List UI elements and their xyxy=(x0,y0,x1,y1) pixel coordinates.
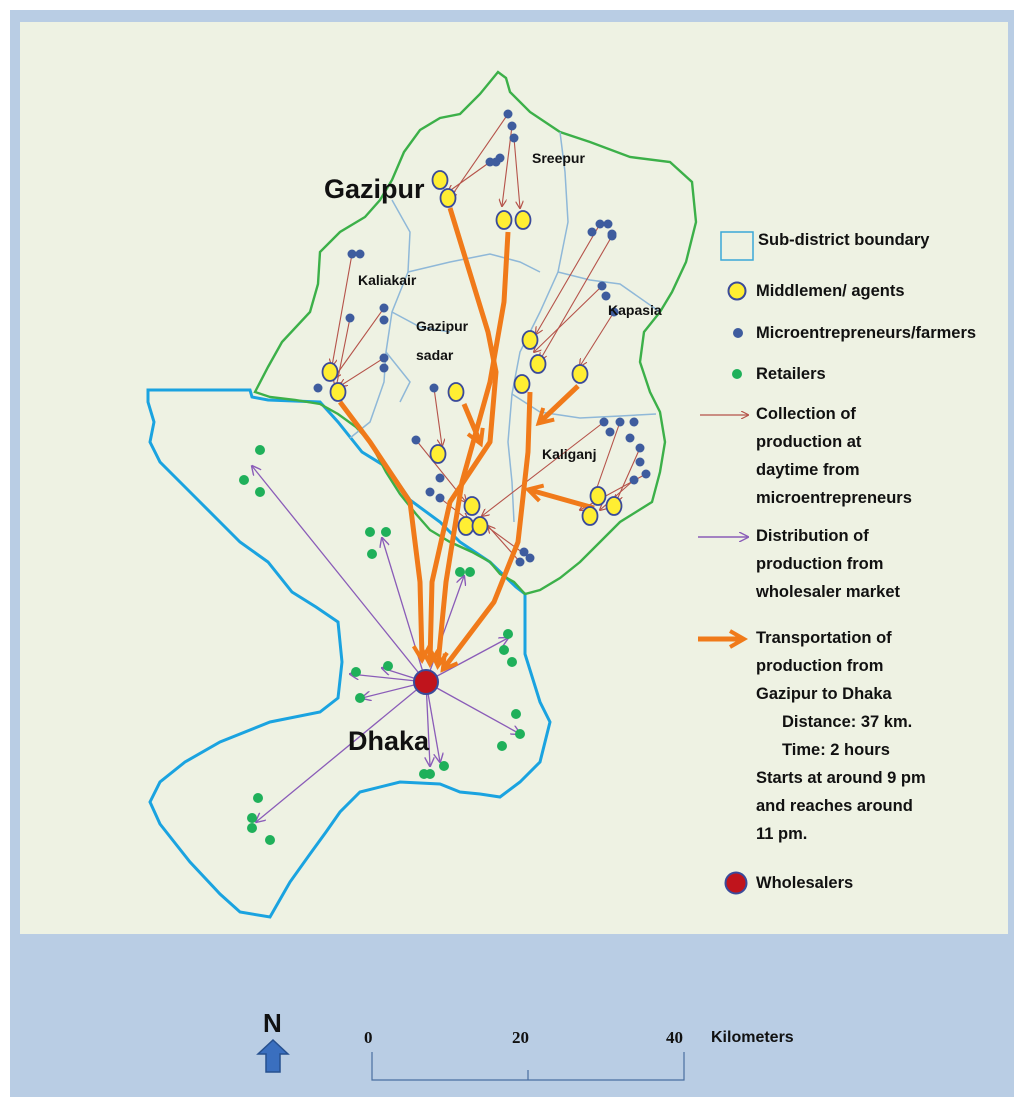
middlemen-marker xyxy=(573,365,588,383)
collection-arrow xyxy=(334,308,384,378)
middlemen-marker xyxy=(497,211,512,229)
legend-item-wholesalers xyxy=(756,869,853,897)
farmer-dot xyxy=(314,384,323,393)
middlemen-layer xyxy=(323,171,622,535)
retailer-dot xyxy=(383,661,393,671)
transport-schedule: Starts at around 9 pm and reaches around 11 pm. xyxy=(756,769,926,843)
collection-arrow xyxy=(336,318,350,388)
farmer-dot xyxy=(436,494,445,503)
farmer-dot xyxy=(606,428,615,437)
scale-unit: Kilometers xyxy=(711,1029,794,1046)
retailer-dot xyxy=(239,475,249,485)
retailer-dot xyxy=(365,527,375,537)
farmer-dot xyxy=(588,228,597,237)
legend-label: Transportation of production from Gazipur to Dhaka xyxy=(756,629,892,703)
farmer-dot xyxy=(600,418,609,427)
middlemen-marker xyxy=(591,487,606,505)
legend-square-outline-icon xyxy=(721,232,753,260)
farmer-dot xyxy=(526,554,535,563)
north-label: N xyxy=(263,1008,282,1038)
collection-arrow xyxy=(540,236,612,360)
retailer-dot xyxy=(381,527,391,537)
middlemen-marker xyxy=(531,355,546,373)
middlemen-marker xyxy=(459,517,474,535)
legend-red-circle-icon xyxy=(726,873,747,894)
farmer-dot xyxy=(426,488,435,497)
legend-item-subdistrict-boundary xyxy=(758,226,929,254)
scale-bar xyxy=(370,1050,690,1084)
legend-label: Middlemen/ agents xyxy=(756,282,905,300)
farmer-dot xyxy=(356,250,365,259)
middlemen-marker xyxy=(433,171,448,189)
farmer-dot xyxy=(636,444,645,453)
distribution-arrow xyxy=(426,682,520,734)
legend-green-dot-icon xyxy=(732,369,742,379)
farmer-dot xyxy=(630,418,639,427)
farmer-dot xyxy=(516,558,525,567)
scale-tick-0: 0 xyxy=(364,1028,373,1047)
farmer-dot xyxy=(436,474,445,483)
middlemen-marker xyxy=(449,383,464,401)
farmer-dot xyxy=(504,110,513,119)
legend-item-transportation xyxy=(756,624,926,848)
retailer-dot xyxy=(351,667,361,677)
retailer-dot xyxy=(355,693,365,703)
collection-arrow xyxy=(616,448,640,502)
middlemen-marker xyxy=(323,363,338,381)
middlemen-marker xyxy=(473,517,488,535)
farmer-dot xyxy=(598,282,607,291)
farmer-dot xyxy=(608,230,617,239)
retailer-dot xyxy=(455,567,465,577)
retailer-dot xyxy=(247,823,257,833)
retailer-dot xyxy=(497,741,507,751)
retailer-dot xyxy=(503,629,513,639)
retailer-dot xyxy=(511,709,521,719)
retailer-dot xyxy=(255,487,265,497)
farmer-dot xyxy=(380,354,389,363)
retailer-dot xyxy=(425,769,435,779)
legend-label: Wholesalers xyxy=(756,874,854,892)
farmer-dot xyxy=(596,220,605,229)
wholesaler-marker xyxy=(414,670,438,694)
transport-time: Time: 2 hours xyxy=(782,741,890,759)
retailer-dot xyxy=(499,645,509,655)
legend-item-farmers xyxy=(756,319,976,347)
retailer-dot xyxy=(255,445,265,455)
retailer-dot xyxy=(253,793,263,803)
map-panel xyxy=(20,22,1008,934)
farmer-dot xyxy=(602,292,611,301)
collection-arrow xyxy=(448,162,490,192)
retailer-dot xyxy=(515,729,525,739)
middlemen-marker xyxy=(516,211,531,229)
retailer-dot xyxy=(247,813,257,823)
middlemen-marker xyxy=(431,445,446,463)
legend-item-distribution xyxy=(756,522,900,606)
transportation-arrow xyxy=(530,490,594,508)
legend-label: Retailers xyxy=(756,365,826,383)
middlemen-marker xyxy=(607,497,622,515)
scale-tick-40: 40 xyxy=(666,1028,683,1047)
middlemen-marker xyxy=(515,375,530,393)
legend-label: Distribution of production from wholesaler market xyxy=(756,527,900,601)
middlemen-marker xyxy=(465,497,480,515)
farmer-dot xyxy=(380,364,389,373)
collection-arrow xyxy=(536,224,600,334)
legend-label: Collection of production at daytime from microentrepreneurs xyxy=(756,405,912,507)
farmer-dot xyxy=(380,316,389,325)
farmer-dot xyxy=(508,122,517,131)
farmer-dot xyxy=(348,250,357,259)
collection-arrow xyxy=(580,312,614,366)
farmer-dot xyxy=(510,134,519,143)
farmer-dot xyxy=(346,314,355,323)
collection-arrow xyxy=(332,254,352,366)
farmer-dot xyxy=(636,458,645,467)
collection-arrow xyxy=(340,358,384,386)
collection-arrow xyxy=(514,138,520,208)
legend-blue-dot-icon xyxy=(733,328,743,338)
farmer-dot xyxy=(380,304,389,313)
collection-arrow xyxy=(434,388,442,446)
dhaka-label: Dhaka xyxy=(348,726,430,756)
middlemen-marker xyxy=(441,189,456,207)
farmer-dot xyxy=(630,476,639,485)
subdistrict-label-kaliganj: Kaliganj xyxy=(542,446,597,462)
retailer-dot xyxy=(265,835,275,845)
subdistrict-label-sreepur: Sreepur xyxy=(532,150,585,166)
farmer-dot xyxy=(496,154,505,163)
legend-yellow-circle-icon xyxy=(729,283,746,300)
north-arrow-icon xyxy=(256,1038,290,1074)
scale-tick-20: 20 xyxy=(512,1028,529,1047)
farmer-dot xyxy=(616,418,625,427)
legend-item-collection xyxy=(756,400,912,512)
transport-distance: Distance: 37 km. xyxy=(782,713,913,731)
gazipur-label: Gazipur xyxy=(324,174,425,204)
farmer-dot xyxy=(626,434,635,443)
retailer-dot xyxy=(439,761,449,771)
gazipur-boundary xyxy=(255,72,696,594)
farmer-dot xyxy=(412,436,421,445)
subdistrict-label-kaliakair: Kaliakair xyxy=(358,272,417,288)
transportation-arrow xyxy=(430,208,496,662)
middlemen-marker xyxy=(523,331,538,349)
figure-frame xyxy=(10,10,1014,1097)
legend-item-middlemen xyxy=(756,277,905,305)
middlemen-marker xyxy=(331,383,346,401)
legend-label: Microentrepreneurs/farmers xyxy=(756,324,977,342)
legend-item-retailers xyxy=(756,360,826,388)
subdistrict-label-gazipur-sadar: Gazipur sadar xyxy=(416,318,469,363)
farmer-dot xyxy=(642,470,651,479)
dhaka-boundary xyxy=(148,390,550,917)
retailer-dot xyxy=(507,657,517,667)
legend-label: Sub-district boundary xyxy=(758,231,930,249)
collection-arrow xyxy=(482,422,604,516)
retailer-dot xyxy=(367,549,377,559)
farmer-dot xyxy=(604,220,613,229)
subdistrict-label-kapasia: Kapasia xyxy=(608,302,662,318)
middlemen-marker xyxy=(583,507,598,525)
retailer-dot xyxy=(465,567,475,577)
farmer-dot xyxy=(430,384,439,393)
